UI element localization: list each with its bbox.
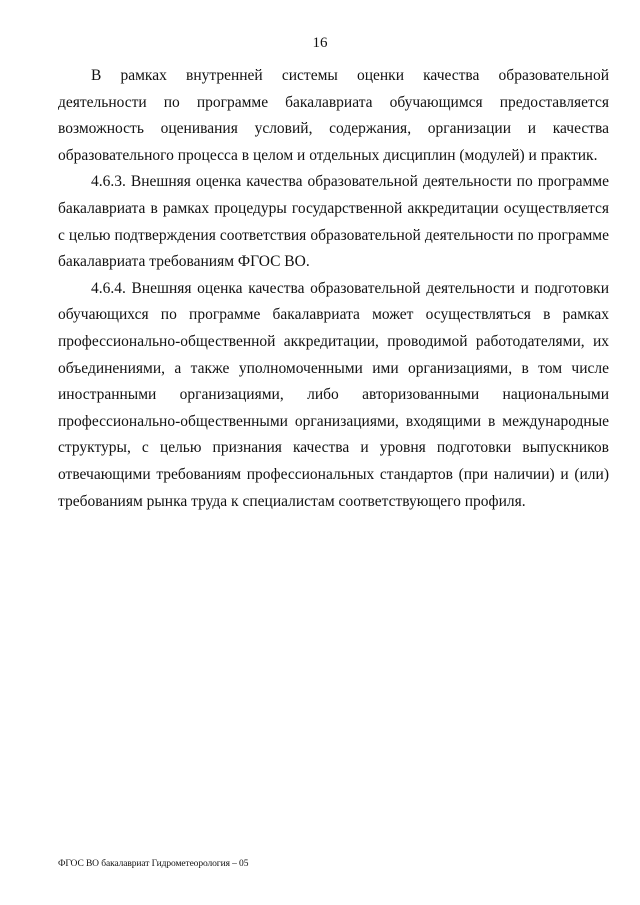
document-body [58,63,609,515]
paragraph-4-6-4: 4.6.4. Внешняя оценка качества образовательной деятельности и подготовки обучающихся по программе бакалавриата может осуществляться в рамках профессионально-общественной аккредитации, проводимой работодателями, их объединениями, а также уполномоченными ими организациями, в том числе иностранными организациями, либо авторизованными национальными профессионально-общественными организациями, входящими в международные структуры, с целью признания качества и уровня подготовки выпускников отвечающими требованиям профессиональных стандартов (при наличии) и (или) требованиям рынка труда к специалистам соответствующего профиля. [58,279,609,510]
page-number: 16 [312,35,328,51]
paragraph-4-6-3: 4.6.3. Внешняя оценка качества образовательной деятельности по программе бакалавриата в рамках процедуры государственной аккредитации осуществляется с целью подтверждения соответствия образовательной деятельности по программе бакалавриата требованиям ФГОС ВО. [58,173,609,271]
paragraph-internal-assessment: В рамках внутренней системы оценки качества образовательной деятельности по программе бакалавриата обучающимся предоставляется возможность оценивания условий, содержания, организации и качества образовательного процесса в целом и отдельных дисциплин (модулей) и практик. [58,67,609,164]
page-footer: ФГОС ВО бакалавриат Гидрометеорология – 05 [58,859,249,869]
